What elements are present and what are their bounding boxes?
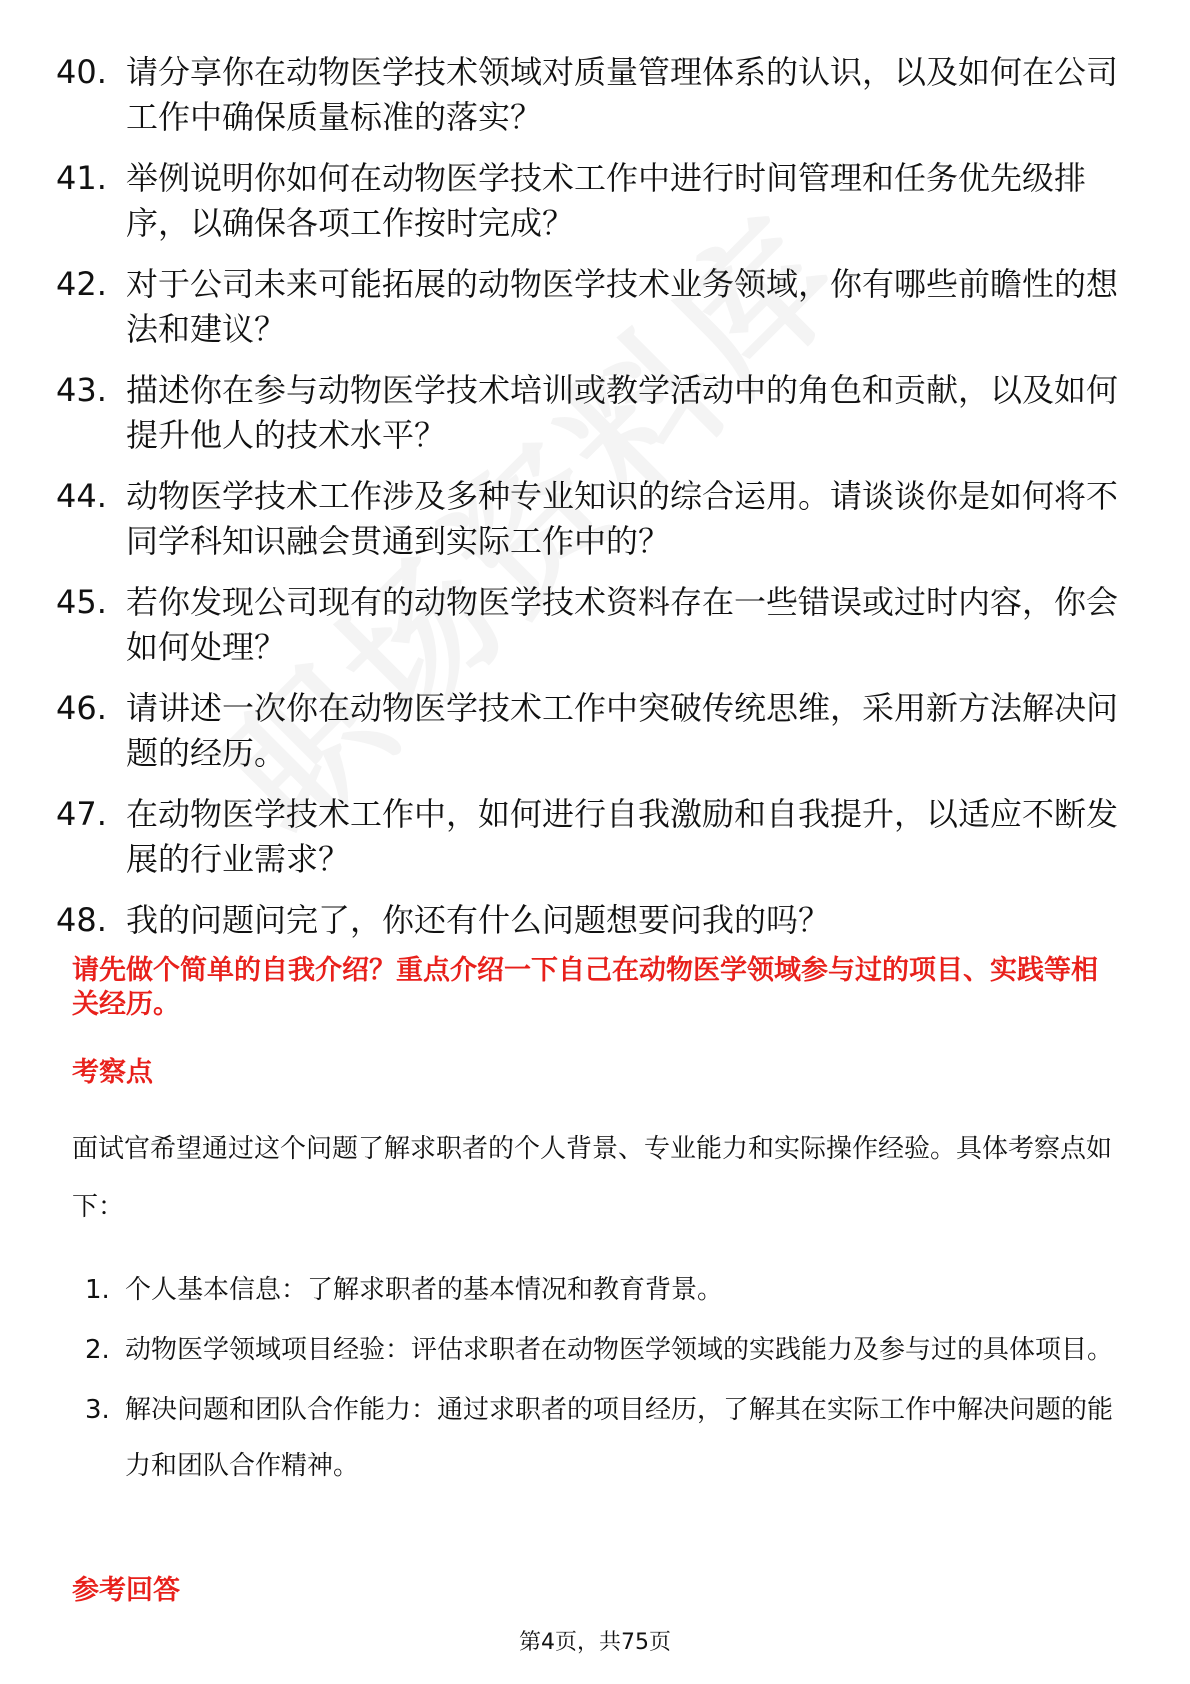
question-text: 我的问题问完了，你还有什么问题想要问我的吗？ (126, 901, 831, 939)
page-footer: 第4页，共75页 (519, 1630, 671, 1655)
question-text: 在动物医学技术工作中，如何进行自我激励和自我提升，以适应不断发展的行业需求？ (126, 795, 1119, 878)
point-number: 1. (85, 1275, 110, 1305)
point-number: 2. (85, 1335, 110, 1365)
point-text: 解决问题和团队合作能力：通过求职者的项目经历，了解其在实际工作中解决问题的能力和团队合作精神。 (125, 1395, 1114, 1481)
question-text: 若你发现公司现有的动物医学技术资料存在一些错误或过时内容，你会如何处理？ (126, 583, 1119, 666)
focus-point (85, 1262, 1135, 1318)
question-text: 对于公司未来可能拓展的动物医学技术业务领域，你有哪些前瞻性的想法和建议？ (126, 265, 1119, 348)
question-item (56, 368, 1136, 458)
question-number: 40. (56, 53, 107, 91)
question-item (56, 898, 1136, 943)
point-text: 个人基本信息：了解求职者的基本情况和教育背景。 (125, 1275, 724, 1305)
question-item (56, 792, 1136, 882)
question-item (56, 474, 1136, 564)
focus-point (85, 1322, 1135, 1378)
focus-point (85, 1382, 1135, 1494)
intro-paragraph: 面试官希望通过这个问题了解求职者的个人背景、专业能力和实际操作经验。具体考察点如下： (72, 1134, 1113, 1222)
question-item (56, 156, 1136, 246)
focus-label: 考察点 (72, 1057, 153, 1088)
question-number: 41. (56, 159, 107, 197)
question-text: 请分享你在动物医学技术领域对质量管理体系的认识，以及如何在公司工作中确保质量标准的落实？ (126, 53, 1119, 136)
question-number: 48. (56, 901, 107, 939)
question-number: 46. (56, 689, 107, 727)
question-item (56, 580, 1136, 670)
question-text: 描述你在参与动物医学技术培训或教学活动中的角色和贡献，以及如何提升他人的技术水平？ (126, 371, 1119, 454)
question-list (56, 50, 1136, 959)
question-item (56, 262, 1136, 352)
question-number: 47. (56, 795, 107, 833)
question-item (56, 686, 1136, 776)
question-number: 44. (56, 477, 107, 515)
question-text: 动物医学技术工作涉及多种专业知识的综合运用。请谈谈你是如何将不同学科知识融会贯通到实际工作中的？ (126, 477, 1119, 560)
question-item (56, 50, 1136, 140)
question-number: 42. (56, 265, 107, 303)
question-text: 请讲述一次你在动物医学技术工作中突破传统思维，采用新方法解决问题的经历。 (126, 689, 1119, 772)
section-heading: 请先做个简单的自我介绍？重点介绍一下自己在动物医学领域参与过的项目、实践等相关经历。 (72, 955, 1098, 1020)
answer-label: 参考回答 (72, 1575, 180, 1606)
point-text: 动物医学领域项目经验：评估求职者在动物医学领域的实践能力及参与过的具体项目。 (125, 1335, 1114, 1365)
question-number: 45. (56, 583, 107, 621)
point-number: 3. (85, 1395, 110, 1425)
question-number: 43. (56, 371, 107, 409)
focus-point-list (85, 1262, 1135, 1498)
question-text: 举例说明你如何在动物医学技术工作中进行时间管理和任务优先级排序，以确保各项工作按时完成？ (126, 159, 1087, 242)
